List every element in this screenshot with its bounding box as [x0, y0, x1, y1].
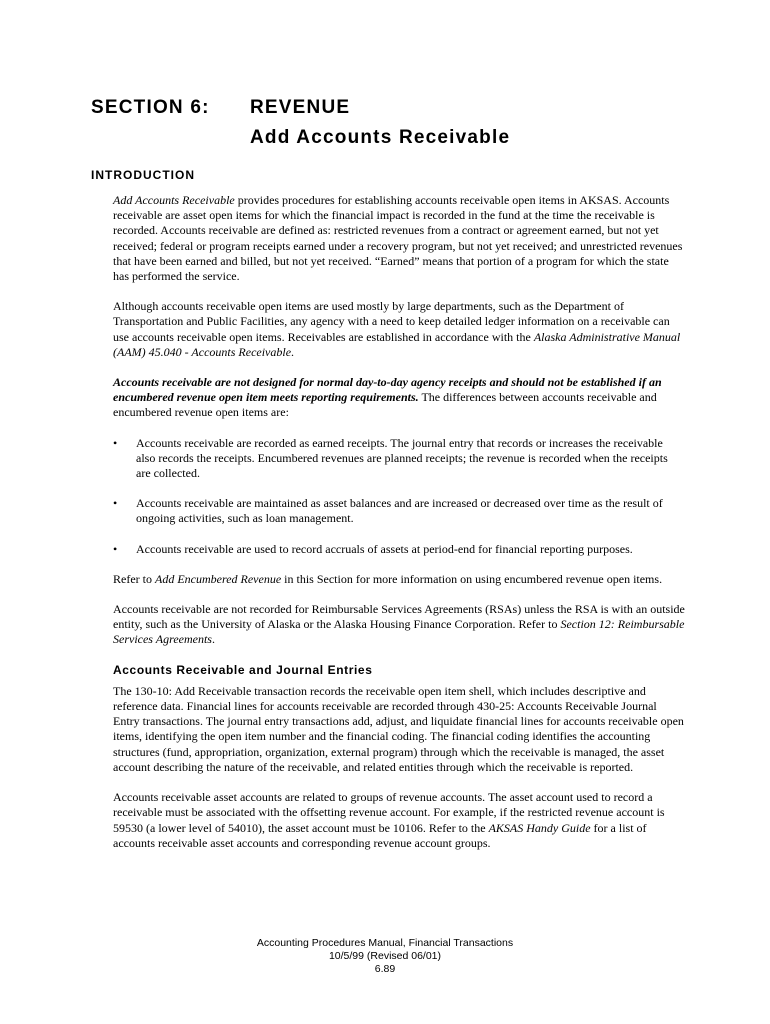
journal-p2-reference: AKSAS Handy Guide [488, 820, 591, 835]
bullet-icon: • [113, 496, 118, 511]
page-footer [0, 937, 770, 976]
journal-p2-text: Accounts receivable asset accounts are related to groups of revenue accounts. The asset account used to record a receivable must be associated with the offsetting revenue account. For example, if the restricted revenue account is 59530 (a lower level of 54010), the asset account must be 10106. Refer to the [113, 790, 665, 835]
intro-paragraph-2 [113, 299, 685, 360]
footer-page-number: 6.89 [374, 963, 396, 975]
document-body [113, 193, 685, 866]
intro-p3-text: The differences between accounts receivable and encumbered revenue open items are: [113, 390, 657, 420]
intro-p5-reference: Section 12: Reimbursable Services Agreements [113, 617, 685, 647]
list-item-text: Accounts receivable are maintained as asset balances and are increased or decreased over time as the result of ongoing activities, such as loan management. [136, 496, 663, 526]
bullet-icon: • [113, 541, 118, 556]
intro-p1-text: provides procedures for establishing accounts receivable open items in AKSAS. Accounts receivable are asset open items for which the financial impact is recorded in the fund at the time the receivable is recorded. Accounts receivable are defined as: restricted revenues from a contract or agreement earned, but not yet received; federal or program receipts earned under a recovery program, but not yet received; and unrestricted revenues that have been earned and billed, but not yet received. “Earned” means that portion of a program for which the state has performed the service. [113, 193, 683, 284]
intro-p4-text: Refer to [113, 571, 155, 586]
list-item [113, 436, 685, 482]
intro-p2-text: Although accounts receivable open items are used mostly by large departments, such as the Department of Transportation and Public Facilities, any agency with a need to keep detailed ledger information on a receivable can use accounts receivable open items. Receivables are established in accordance with the [113, 299, 670, 344]
differences-list [113, 436, 685, 557]
intro-p1-title: Add Accounts Receivable [113, 193, 235, 207]
intro-paragraph-5 [113, 602, 685, 648]
list-item-text: Accounts receivable are recorded as earned receipts. The journal entry that records or increases the receivable also records the receipts. Encumbered revenues are planned receipts; the revenue is recorded when the receipts are collected. [136, 435, 668, 481]
introduction-heading: INTRODUCTION [91, 168, 195, 182]
footer-revision-date: 10/5/99 (Revised 06/01) [328, 950, 442, 962]
bullet-icon: • [113, 435, 118, 450]
section-title: REVENUE [250, 97, 351, 118]
list-item [113, 496, 685, 526]
intro-p4-end: in this Section for more information on using encumbered revenue open items. [281, 571, 663, 586]
intro-paragraph-3 [113, 375, 685, 421]
journal-entries-heading: Accounts Receivable and Journal Entries [113, 662, 373, 677]
intro-p2-end: . [291, 344, 295, 359]
section-label: SECTION 6: [91, 97, 210, 118]
intro-p5-end: . [211, 632, 215, 647]
intro-paragraph-1 [113, 193, 685, 284]
journal-paragraph-2 [113, 790, 685, 851]
intro-p5-text: Accounts receivable are not recorded for Reimbursable Services Agreements (RSAs) unless the RSA is with an outside entity, such as the University of Alaska or the Alaska Housing Finance Corporation. Refer to [113, 602, 685, 632]
intro-p2-reference: Alaska Administrative Manual (AAM) 45.040 - Accounts Receivable [113, 329, 681, 359]
list-item [113, 542, 685, 557]
journal-paragraph-1: The 130-10: Add Receivable transaction records the receivable open item shell, which includes descriptive and reference data. Financial lines for accounts receivable are recorded through 430-25: Accounts Receivable Journal Entry transactions. The journal entry transactions add, adjust, and liquidate financial lines for accounts receivable open items, identifying the open item number and the financial coding. The financial coding identifies the accounting structures (fund, appropriation, organization, external program) through which the receivable is managed, the asset account describing the nature of the receivable, and related entities through which the receivable is reported. [113, 683, 684, 774]
footer-manual-title: Accounting Procedures Manual, Financial Transactions [256, 937, 514, 949]
journal-p2-end: for a list of accounts receivable asset accounts and corresponding revenue account groups. [113, 820, 647, 850]
intro-paragraph-4 [113, 572, 685, 587]
intro-p3-emphasis: Accounts receivable are not designed for normal day-to-day agency receipts and should not be established if an encumbered revenue open item meets reporting requirements. [113, 375, 662, 405]
section-subtitle: Add Accounts Receivable [250, 127, 511, 148]
list-item-text: Accounts receivable are used to record accruals of assets at period-end for financial reporting purposes. [136, 541, 633, 556]
intro-p4-reference: Add Encumbered Revenue [154, 571, 282, 586]
